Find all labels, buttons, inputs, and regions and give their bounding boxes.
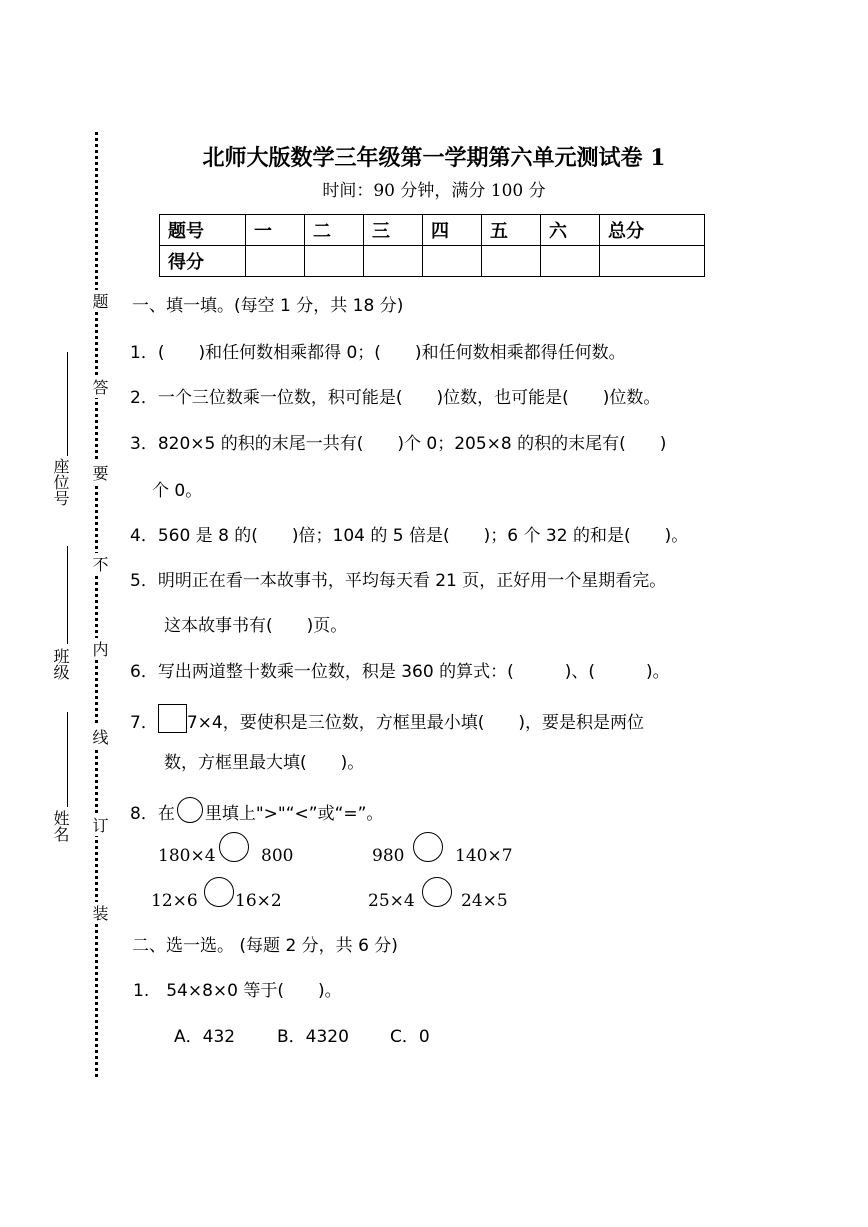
score-row-label: 得分 bbox=[160, 246, 246, 277]
name-label: 姓名 bbox=[51, 810, 70, 842]
circle-icon bbox=[177, 797, 203, 823]
compare-1-left: 180×4 bbox=[158, 846, 216, 866]
margin-marker-bu: 不 bbox=[91, 553, 107, 575]
score-header-cell: 一 bbox=[246, 215, 305, 246]
question-5: 5．明明正在看一本故事书，平均每天看 21 页，正好用一个星期看完。 bbox=[130, 571, 667, 591]
compare-3-right: 16×2 bbox=[235, 891, 282, 911]
compare-4-circle-icon[interactable] bbox=[422, 877, 452, 907]
margin-marker-ding: 订 bbox=[91, 814, 107, 836]
compare-4-left: 25×4 bbox=[368, 891, 415, 911]
score-header-cell: 二 bbox=[305, 215, 364, 246]
option-b[interactable]: B．4320 bbox=[277, 1027, 349, 1047]
score-table-header-row bbox=[160, 215, 705, 246]
score-table-score-row bbox=[160, 246, 705, 277]
margin-marker-ti: 题 bbox=[91, 290, 107, 312]
score-header-cell: 四 bbox=[423, 215, 482, 246]
compare-1-right: 800 bbox=[261, 846, 294, 866]
question-4: 4．560 是 8 的( )倍；104 的 5 倍是( )；6 个 32 的和是( )。 bbox=[130, 526, 689, 546]
question-7-text: 7×4，要使积是三位数，方框里最小填( )，要是积是两位 bbox=[186, 713, 644, 733]
compare-1-circle-icon[interactable] bbox=[219, 832, 249, 862]
question-1: 1．( )和任何数相乘都得 0；( )和任何数相乘都得任何数。 bbox=[130, 343, 626, 363]
seat-label: 座位号 bbox=[51, 458, 70, 506]
margin-marker-xian: 线 bbox=[91, 726, 107, 748]
margin-marker-da: 答 bbox=[91, 376, 107, 398]
section2-question-1: 1. 54×8×0 等于( )。 bbox=[133, 981, 342, 1001]
question-7 bbox=[130, 704, 644, 733]
score-table bbox=[159, 214, 705, 277]
score-input-cell[interactable] bbox=[482, 246, 541, 277]
margin-marker-yao: 要 bbox=[91, 462, 107, 484]
score-header-cell: 总分 bbox=[600, 215, 705, 246]
question-8-prefix: 8．在 bbox=[130, 804, 175, 824]
page-subtitle: 时间：90 分钟，满分 100 分 bbox=[322, 181, 546, 201]
section1-heading: 一、填一填。(每空 1 分，共 18 分) bbox=[132, 296, 404, 316]
compare-3-circle-icon[interactable] bbox=[204, 877, 234, 907]
question-7-number: 7． bbox=[130, 713, 158, 733]
square-box-icon bbox=[158, 704, 187, 733]
question-8-text: 里填上">"“<”或“=”。 bbox=[204, 804, 384, 824]
question-2: 2．一个三位数乘一位数，积可能是( )位数，也可能是( )位数。 bbox=[130, 388, 661, 408]
margin-marker-zhuang: 装 bbox=[91, 902, 107, 924]
compare-2-left: 980 bbox=[372, 846, 405, 866]
class-label: 班级 bbox=[51, 648, 70, 680]
score-input-cell[interactable] bbox=[541, 246, 600, 277]
option-c[interactable]: C．0 bbox=[390, 1027, 430, 1047]
class-blank-line[interactable] bbox=[67, 546, 68, 644]
section2-heading: 二、选一选。 (每题 2 分，共 6 分) bbox=[132, 936, 398, 956]
option-a[interactable]: A．432 bbox=[174, 1027, 236, 1047]
binding-dotted-line bbox=[95, 132, 98, 1077]
score-input-cell[interactable] bbox=[246, 246, 305, 277]
score-header-cell: 五 bbox=[482, 215, 541, 246]
score-input-cell[interactable] bbox=[423, 246, 482, 277]
question-6: 6．写出两道整十数乘一位数，积是 360 的算式：( )、( )。 bbox=[130, 662, 670, 682]
compare-2-circle-icon[interactable] bbox=[413, 832, 443, 862]
question-7-cont: 数，方框里最大填( )。 bbox=[164, 753, 365, 773]
compare-2-right: 140×7 bbox=[455, 846, 513, 866]
score-header-cell: 三 bbox=[364, 215, 423, 246]
score-input-cell[interactable] bbox=[305, 246, 364, 277]
score-input-cell[interactable] bbox=[600, 246, 705, 277]
question-3-cont: 个 0。 bbox=[152, 481, 203, 501]
page-title: 北师大版数学三年级第一学期第六单元测试卷 1 bbox=[202, 145, 666, 171]
score-header-cell: 题号 bbox=[160, 215, 246, 246]
compare-4-right: 24×5 bbox=[461, 891, 508, 911]
compare-3-left: 12×6 bbox=[151, 891, 198, 911]
question-8 bbox=[130, 797, 383, 824]
seat-blank-line[interactable] bbox=[67, 352, 68, 456]
question-3: 3．820×5 的积的末尾一共有( )个 0；205×8 的积的末尾有( ) bbox=[130, 434, 667, 454]
question-5-cont: 这本故事书有( )页。 bbox=[164, 616, 348, 636]
margin-marker-nei: 内 bbox=[91, 638, 107, 660]
name-blank-line[interactable] bbox=[67, 712, 68, 807]
score-input-cell[interactable] bbox=[364, 246, 423, 277]
score-header-cell: 六 bbox=[541, 215, 600, 246]
